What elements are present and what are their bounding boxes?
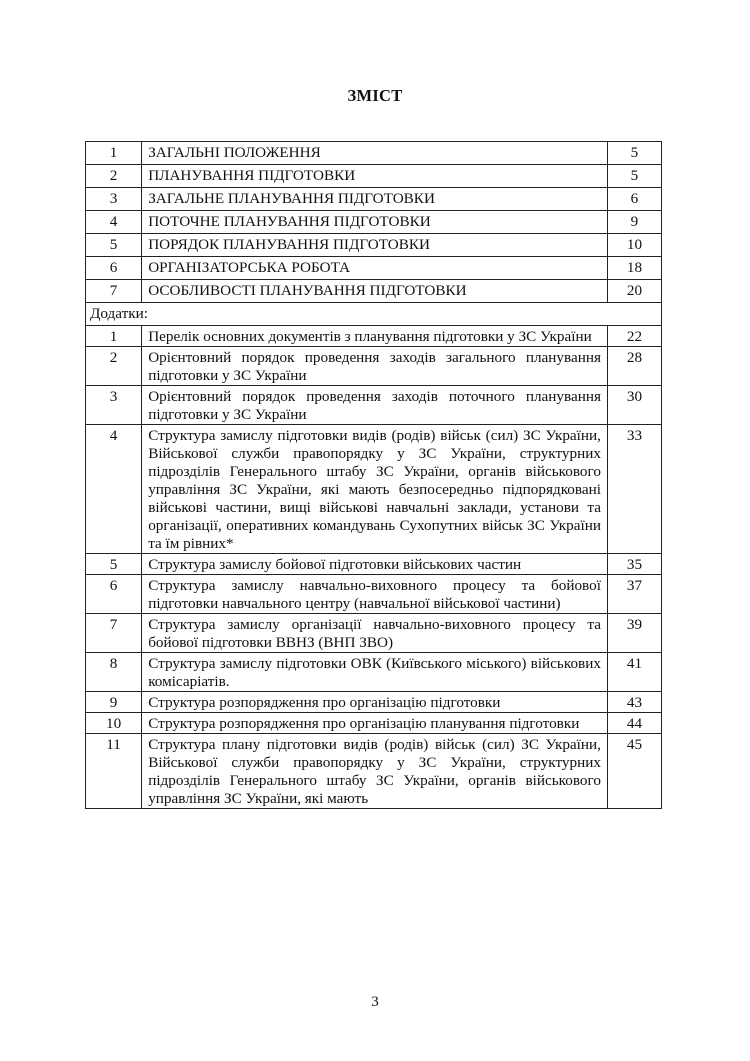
row-title: Структура замислу підготовки видів (родів) військ (сил) ЗС України, Військової служби правопорядку у ЗС України, структурних підрозділів Генерального штабу ЗС України, органів військового управління ЗС України, які мають безпосередньо підпорядковані військові частини, вищі військові навчальні заклади, установи та організації, оперативних командувань Сухопутних військ ЗС України та їм рівних* — [142, 425, 608, 554]
table-row — [86, 211, 662, 234]
row-title: ЗАГАЛЬНЕ ПЛАНУВАННЯ ПІДГОТОВКИ — [142, 188, 608, 211]
row-number: 11 — [86, 734, 142, 809]
row-title: ЗАГАЛЬНІ ПОЛОЖЕННЯ — [142, 142, 608, 165]
row-number: 6 — [86, 257, 142, 280]
row-number: 3 — [86, 188, 142, 211]
table-row — [86, 326, 662, 347]
table-row — [86, 554, 662, 575]
table-row — [86, 165, 662, 188]
table-row — [86, 188, 662, 211]
row-page: 33 — [607, 425, 661, 554]
row-page: 5 — [607, 165, 661, 188]
row-title: Орієнтовний порядок проведення заходів загального планування підготовки у ЗС України — [142, 347, 608, 386]
row-number: 7 — [86, 614, 142, 653]
row-page: 41 — [607, 653, 661, 692]
row-number: 10 — [86, 713, 142, 734]
row-page: 10 — [607, 234, 661, 257]
row-number: 4 — [86, 425, 142, 554]
row-title: ПЛАНУВАННЯ ПІДГОТОВКИ — [142, 165, 608, 188]
table-row — [86, 257, 662, 280]
table-row — [86, 142, 662, 165]
row-page: 18 — [607, 257, 661, 280]
row-number: 9 — [86, 692, 142, 713]
row-number: 4 — [86, 211, 142, 234]
row-number: 5 — [86, 554, 142, 575]
row-number: 1 — [86, 142, 142, 165]
row-title: Структура плану підготовки видів (родів) військ (сил) ЗС України, Військової служби правопорядку у ЗС України, структурних підрозділів Генерального штабу ЗС України, органів військового управління ЗС України, які мають — [142, 734, 608, 809]
row-page: 5 — [607, 142, 661, 165]
row-title: Орієнтовний порядок проведення заходів поточного планування підготовки у ЗС України — [142, 386, 608, 425]
row-title: ОРГАНІЗАТОРСЬКА РОБОТА — [142, 257, 608, 280]
table-row — [86, 734, 662, 809]
table-row — [86, 234, 662, 257]
row-page: 44 — [607, 713, 661, 734]
row-number: 2 — [86, 347, 142, 386]
row-title: Структура розпорядження про організацію планування підготовки — [142, 713, 608, 734]
row-number: 3 — [86, 386, 142, 425]
row-number: 8 — [86, 653, 142, 692]
row-page: 28 — [607, 347, 661, 386]
table-row — [86, 575, 662, 614]
table-row — [86, 280, 662, 303]
table-of-contents — [85, 141, 662, 809]
row-title: Структура замислу підготовки ОВК (Київського міського) військових комісаріатів. — [142, 653, 608, 692]
row-title: ПОТОЧНЕ ПЛАНУВАННЯ ПІДГОТОВКИ — [142, 211, 608, 234]
appendix-header-row — [86, 303, 662, 326]
table-row — [86, 614, 662, 653]
row-page: 20 — [607, 280, 661, 303]
table-row — [86, 653, 662, 692]
row-page: 6 — [607, 188, 661, 211]
page-number: 3 — [371, 994, 379, 1010]
table-row — [86, 425, 662, 554]
row-number: 2 — [86, 165, 142, 188]
table-row — [86, 713, 662, 734]
row-number: 7 — [86, 280, 142, 303]
table-row — [86, 386, 662, 425]
row-page: 37 — [607, 575, 661, 614]
row-title: Структура замислу організації навчально-виховного процесу та бойової підготовки ВВНЗ (ВНП ЗВО) — [142, 614, 608, 653]
row-number: 1 — [86, 326, 142, 347]
table-row — [86, 692, 662, 713]
appendix-label: Додатки: — [86, 303, 662, 326]
row-title: Структура розпорядження про організацію підготовки — [142, 692, 608, 713]
row-title: ОСОБЛИВОСТІ ПЛАНУВАННЯ ПІДГОТОВКИ — [142, 280, 608, 303]
row-page: 22 — [607, 326, 661, 347]
row-number: 6 — [86, 575, 142, 614]
row-page: 43 — [607, 692, 661, 713]
row-number: 5 — [86, 234, 142, 257]
row-title: ПОРЯДОК ПЛАНУВАННЯ ПІДГОТОВКИ — [142, 234, 608, 257]
row-title: Перелік основних документів з планування підготовки у ЗС України — [142, 326, 608, 347]
table-row — [86, 347, 662, 386]
row-page: 9 — [607, 211, 661, 234]
row-page: 45 — [607, 734, 661, 809]
row-title: Структура замислу навчально-виховного процесу та бойової підготовки навчального центру (навчальної військової частини) — [142, 575, 608, 614]
page-title: ЗМІСТ — [347, 86, 403, 105]
row-page: 39 — [607, 614, 661, 653]
row-title: Структура замислу бойової підготовки військових частин — [142, 554, 608, 575]
row-page: 35 — [607, 554, 661, 575]
row-page: 30 — [607, 386, 661, 425]
